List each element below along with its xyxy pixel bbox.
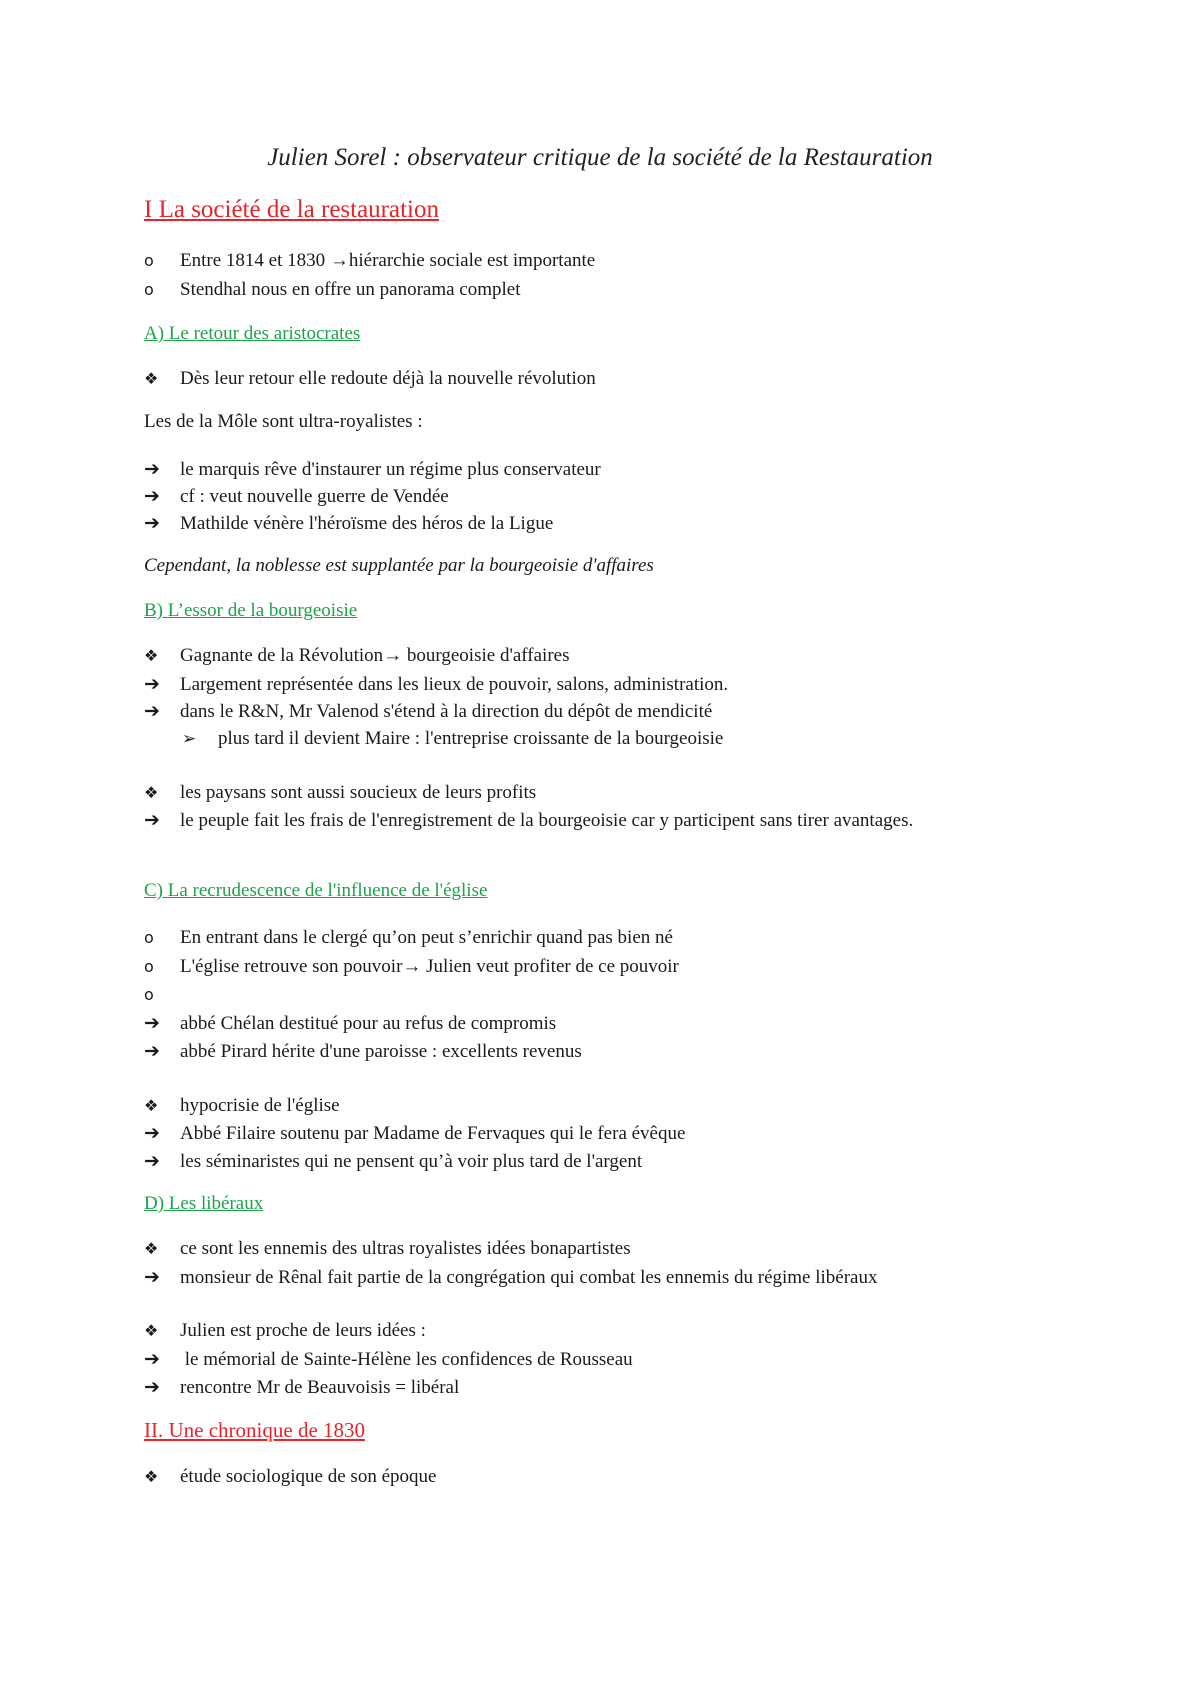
list-item	[144, 366, 596, 392]
list-item-text: le peuple fait les frais de l'enregistrement de la bourgeoisie car y participent sans tirer avantages.	[180, 810, 914, 831]
list-item	[144, 1010, 556, 1036]
list-item-text: Abbé Filaire soutenu par Madame de Fervaques qui le fera évêque	[180, 1123, 686, 1144]
list-item-text: Mathilde vénère l'héroïsme des héros de la Ligue	[180, 513, 554, 534]
list-item	[144, 698, 712, 724]
triangle-bullet-icon: ➢	[182, 729, 197, 749]
list-item-text: étude sociologique de son époque	[180, 1466, 437, 1487]
list-item	[144, 1148, 642, 1174]
list-item-text: cf : veut nouvelle guerre de Vendée	[180, 486, 449, 507]
list-item-text: Stendhal nous en offre un panorama complet	[180, 279, 521, 300]
arrow-bullet-icon: ➔	[144, 673, 160, 695]
list-item	[144, 1236, 631, 1262]
list-item-text: rencontre Mr de Beauvoisis = libéral	[180, 1377, 460, 1398]
subsection-heading-d: D) Les libéraux	[144, 1193, 264, 1214]
list-item-text: Gagnante de la Révolution→ bourgeoisie d'affaires	[180, 645, 570, 666]
circle-bullet-icon: o	[144, 928, 154, 947]
arrow-bullet-icon: ➔	[144, 1012, 160, 1034]
arrow-bullet-icon: ➔	[144, 1150, 160, 1172]
paragraph-italic: Cependant, la noblesse est supplantée par la bourgeoisie d'affaires	[144, 555, 654, 576]
list-item-text: abbé Pirard hérite d'une paroisse : excellents revenus	[180, 1041, 582, 1062]
list-item	[144, 1264, 878, 1290]
list-item	[144, 982, 180, 1008]
list-item	[144, 1318, 426, 1344]
list-item-text: les séminaristes qui ne pensent qu’à voir plus tard de l'argent	[180, 1151, 643, 1172]
list-item-text: monsieur de Rênal fait partie de la congrégation qui combat les ennemis du régime libéraux	[180, 1267, 878, 1288]
list-item-text: abbé Chélan destitué pour au refus de compromis	[180, 1013, 557, 1034]
list-item	[144, 954, 679, 980]
list-item	[182, 726, 723, 752]
circle-bullet-icon: o	[144, 251, 154, 270]
list-item	[144, 1038, 582, 1064]
list-item	[144, 483, 449, 509]
list-item-text: hypocrisie de l'église	[180, 1095, 340, 1116]
list-item-text: ce sont les ennemis des ultras royalistes idées bonapartistes	[180, 1238, 631, 1259]
circle-bullet-icon: o	[144, 280, 154, 299]
list-item-text: plus tard il devient Maire : l'entreprise croissante de la bourgeoisie	[218, 728, 724, 749]
arrow-bullet-icon: ➔	[144, 1376, 160, 1398]
subsection-heading-a: A) Le retour des aristocrates	[144, 323, 361, 344]
arrow-bullet-icon: ➔	[144, 458, 160, 480]
arrow-bullet-icon: ➔	[144, 1348, 160, 1370]
list-item	[144, 1464, 436, 1490]
arrow-bullet-icon: ➔	[144, 1266, 160, 1288]
list-item-text: Dès leur retour elle redoute déjà la nouvelle révolution	[180, 368, 596, 389]
circle-bullet-icon: o	[144, 957, 154, 976]
diamond-bullet-icon: ❖	[144, 1239, 159, 1258]
arrow-bullet-icon: ➔	[144, 512, 160, 534]
list-item	[144, 1120, 685, 1146]
list-item-text: Entre 1814 et 1830 →hiérarchie sociale est importante	[180, 250, 596, 271]
list-item	[144, 780, 536, 806]
list-item	[144, 807, 913, 833]
list-item-text: Julien est proche de leurs idées :	[180, 1320, 426, 1341]
diamond-bullet-icon: ❖	[144, 783, 159, 802]
arrow-bullet-icon: ➔	[144, 700, 160, 722]
diamond-bullet-icon: ❖	[144, 646, 159, 665]
list-item	[144, 510, 553, 536]
diamond-bullet-icon: ❖	[144, 1321, 159, 1340]
list-item	[144, 1346, 633, 1372]
subsection-heading-c: C) La recrudescence de l'influence de l'église	[144, 880, 488, 901]
list-item-text: les paysans sont aussi soucieux de leurs profits	[180, 782, 537, 803]
paragraph: Les de la Môle sont ultra-royalistes :	[144, 411, 423, 432]
list-item	[144, 456, 601, 482]
diamond-bullet-icon: ❖	[144, 1467, 159, 1486]
list-item-text: En entrant dans le clergé qu’on peut s’enrichir quand pas bien né	[180, 927, 673, 948]
list-item-text: le mémorial de Sainte-Hélène les confidences de Rousseau	[180, 1349, 633, 1370]
list-item	[144, 1374, 459, 1400]
arrow-bullet-icon: ➔	[144, 1040, 160, 1062]
list-item-text: Largement représentée dans les lieux de pouvoir, salons, administration.	[180, 674, 729, 695]
arrow-bullet-icon: ➔	[144, 485, 160, 507]
list-item	[144, 671, 728, 697]
list-item-text: L'église retrouve son pouvoir→ Julien veut profiter de ce pouvoir	[180, 956, 679, 977]
list-item	[144, 1093, 340, 1119]
diamond-bullet-icon: ❖	[144, 1096, 159, 1115]
diamond-bullet-icon: ❖	[144, 369, 159, 388]
list-item-text: dans le R&N, Mr Valenod s'étend à la direction du dépôt de mendicité	[180, 701, 713, 722]
document-title: Julien Sorel : observateur critique de la société de la Restauration	[267, 144, 933, 171]
list-item	[144, 248, 595, 274]
circle-bullet-icon: o	[144, 985, 154, 1004]
list-item	[144, 277, 521, 303]
arrow-bullet-icon: ➔	[144, 1122, 160, 1144]
section-heading-1: I La société de la restauration	[144, 196, 439, 223]
list-item	[144, 643, 569, 669]
list-item	[144, 925, 673, 951]
arrow-bullet-icon: ➔	[144, 809, 160, 831]
list-item-text: le marquis rêve d'instaurer un régime plus conservateur	[180, 459, 601, 480]
subsection-heading-b: B) L’essor de la bourgeoisie	[144, 600, 358, 621]
section-heading-2: II. Une chronique de 1830	[144, 1418, 366, 1442]
